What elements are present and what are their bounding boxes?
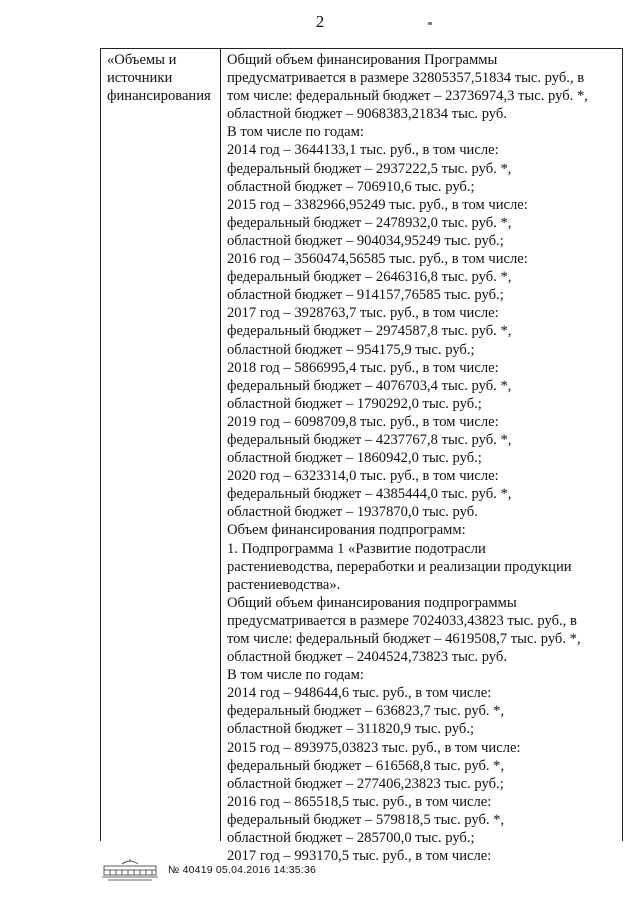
content-line: областной бюджет – 2404524,73823 тыс. руб. [227,649,507,666]
content-line: Объем финансирования подпрограмм: [227,522,466,539]
content-line: областной бюджет – 954175,9 тыс. руб.; [227,341,475,358]
content-line: 1. Подпрограмма 1 «Развитие подотрасли [227,540,486,557]
content-line: федеральный бюджет – 2646316,8 тыс. руб. *, [227,269,512,286]
row-label-line: «Объемы и [107,52,177,68]
content-line: областной бюджет – 277406,23823 тыс. руб.; [227,775,504,792]
row-label-line: источники [107,70,173,87]
content-line: 2016 год – 865518,5 тыс. руб., в том числе: [227,793,492,810]
document-footer [100,858,316,882]
content-line: 2017 год – 3928763,7 тыс. руб., в том числе: [227,305,499,322]
content-line: 2017 год – 993170,5 тыс. руб., в том числе: [227,848,492,865]
content-line: федеральный бюджет – 4076703,4 тыс. руб. *, [227,377,512,394]
content-line: федеральный бюджет – 636823,7 тыс. руб. *, [227,703,505,720]
content-line: 2014 год – 3644133,1 тыс. руб., в том числе: [227,142,499,159]
page-number: 2 [315,12,325,31]
row-content-cell [221,49,622,865]
content-line: областной бюджет – 1937870,0 тыс. руб. [227,504,478,521]
scan-speck [428,22,432,25]
content-line: областной бюджет – 904034,95249 тыс. руб.; [227,232,504,249]
content-line: федеральный бюджет – 579818,5 тыс. руб. *, [227,811,505,828]
building-seal-icon [100,858,160,882]
content-line: 2020 год – 6323314,0 тыс. руб., в том числе: [227,468,499,485]
content-line: федеральный бюджет – 2937222,5 тыс. руб. *, [227,160,512,177]
content-line: 2019 год – 6098709,8 тыс. руб., в том числе: [227,413,499,430]
content-line: областной бюджет – 311820,9 тыс. руб.; [227,721,475,738]
content-line: областной бюджет – 9068383,21834 тыс. руб. [227,106,507,123]
content-line: 2015 год – 893975,03823 тыс. руб., в том числе: [227,739,521,756]
content-line: В том числе по годам: [227,124,364,141]
content-line: федеральный бюджет – 616568,8 тыс. руб. *, [227,757,505,774]
content-line: федеральный бюджет – 2478932,0 тыс. руб. *, [227,214,512,231]
content-line: областной бюджет – 706910,6 тыс. руб.; [227,178,475,195]
content-line: областной бюджет – 1860942,0 тыс. руб.; [227,450,482,467]
content-line: областной бюджет – 914157,76585 тыс. руб.; [227,287,504,304]
content-line: федеральный бюджет – 4385444,0 тыс. руб. *, [227,486,512,503]
content-line: том числе: федеральный бюджет – 23736974,3 тыс. руб. *, [227,88,588,105]
content-line: предусматривается в размере 32805357,51834 тыс. руб., в [227,70,585,87]
content-line: Общий объем финансирования Программы [227,52,498,68]
content-line: 2018 год – 5866995,4 тыс. руб., в том числе: [227,359,499,376]
content-line: областной бюджет – 285700,0 тыс. руб.; [227,830,475,847]
content-line: растениеводства, переработки и реализации продукции [227,558,572,575]
row-label-line: финансирования [107,88,211,105]
content-line: федеральный бюджет – 2974587,8 тыс. руб. *, [227,323,512,340]
content-line: 2016 год – 3560474,56585 тыс. руб., в том числе: [227,251,528,268]
content-line: В том числе по годам: [227,667,364,684]
content-line: областной бюджет – 1790292,0 тыс. руб.; [227,395,482,412]
document-registration-mark: № 40419 05.04.2016 14:35:36 [168,864,317,876]
content-line: 2015 год – 3382966,95249 тыс. руб., в том числе: [227,196,528,213]
content-line: предусматривается в размере 7024033,43823 тыс. руб., в [227,612,577,629]
content-line: том числе: федеральный бюджет – 4619508,7 тыс. руб. *, [227,631,581,647]
financing-table [100,48,623,865]
content-line: федеральный бюджет – 4237767,8 тыс. руб. *, [227,431,512,448]
content-line: Общий объем финансирования подпрограммы [227,594,517,611]
content-line: 2014 год – 948644,6 тыс. руб., в том числе: [227,685,492,702]
content-line: растениеводства». [227,576,341,593]
row-label-cell [101,49,221,841]
